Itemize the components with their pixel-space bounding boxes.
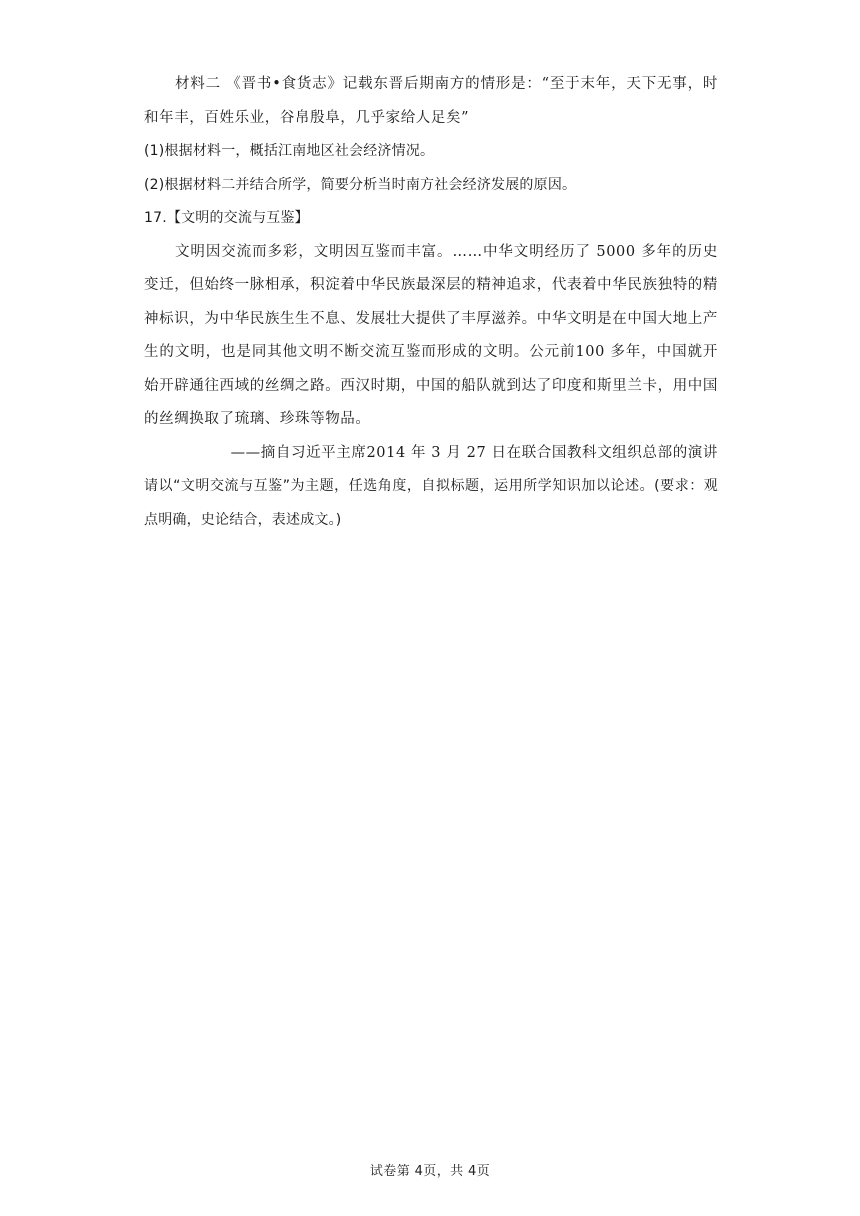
passage-source: ——摘自习近平主席2014 年 3 月 27 日在联合国教科文组织总部的演讲 [230, 444, 718, 461]
question-17-prompt: 请以“文明交流与互鉴”为主题，任选角度，自拟标题，运用所学知识加以论述。(要求：观点明确，史论结合，表述成文。) [144, 478, 718, 528]
page-content [144, 68, 718, 537]
question-17-passage: 文明因交流而多彩，文明因互鉴而丰富。……中华文明经历了 5000 多年的历史变迁，但始终一脉相承，积淀着中华民族最深层的精神追求，代表着中华民族独特的精神标识，为中华民族生生不息、发展壮大提供了丰厚滋养。中华文明是在中国大地上产生的文明，也是同其他文明不断交流互鉴而形成的文明。公元前100 多年，中国就开始开辟通往西域的丝绸之路。西汉时期，中国的船队就到达了印度和斯里兰卡，用中国的丝绸换取了琉璃、珍珠等物品。 [144, 243, 718, 427]
question-1: (1)根据材料一，概括江南地区社会经济情况。 [144, 143, 435, 159]
question-2: (2)根据材料二并结合所学，简要分析当时南方社会经济发展的原因。 [144, 176, 577, 193]
question-17-heading: 17.【文明的交流与互鉴】 [144, 210, 309, 226]
material-two-paragraph: 材料二 《晋书•食货志》记载东晋后期南方的情形是：“至于末年，天下无事，时和年丰，百姓乐业，谷帛殷阜，几乎家给人足矣” [144, 76, 718, 126]
page-footer: 试卷第 4页，共 4页 [369, 1164, 491, 1179]
